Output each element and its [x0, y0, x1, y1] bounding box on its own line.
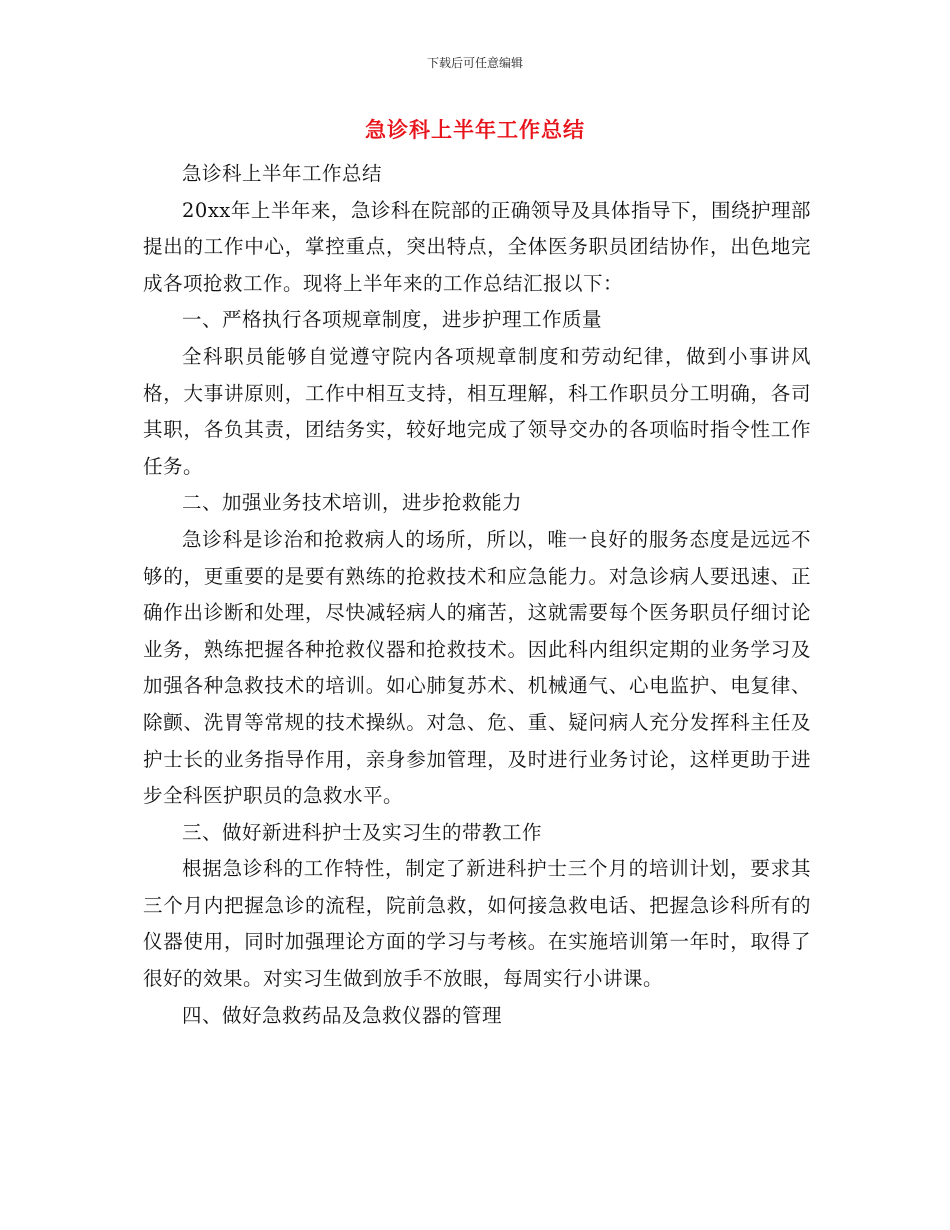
document-title: 急诊科上半年工作总结: [365, 118, 585, 142]
section-paragraph-1: 全科职员能够自觉遵守院内各项规章制度和劳动纪律，做到小事讲风格，大事讲原则，工作中相互支持，相互理解，科工作职员分工明确，各司其职，各负其责，团结务实，较好地完成了领导交办的各项临时指令性工作任务。: [143, 344, 811, 478]
document-body: [143, 156, 811, 1034]
section-heading-1: 一、严格执行各项规章制度，进步护理工作质量: [182, 308, 603, 332]
subtitle-paragraph: 急诊科上半年工作总结: [182, 162, 383, 185]
section-heading-3: 三、做好新进科护士及实习生的带教工作: [182, 820, 543, 844]
header-note: 下载后可任意编辑: [426, 56, 523, 70]
section-heading-2: 二、加强业务技术培训，进步抢救能力: [182, 491, 523, 515]
section-heading-4: 四、做好急救药品及急救仪器的管理: [182, 1003, 503, 1027]
section-paragraph-2: 急诊科是诊治和抢救病人的场所，所以，唯一良好的服务态度是远远不够的，更重要的是要有熟练的抢救技术和应急能力。对急诊病人要迅速、正确作出诊断和处理，尽快减轻病人的痛苦，这就需要每个医务职员仔细讨论业务，熟练把握各种抢救仪器和抢救技术。因此科内组织定期的业务学习及加强各种急救技术的培训。如心肺复苏术、机械通气、心电监护、电复律、除颤、洗胃等常规的技术操纵。对急、危、重、疑问病人充分发挥科主任及护士长的业务指导作用，亲身参加管理，及时进行业务讨论，这样更助于进步全科医护职员的急救水平。: [143, 527, 811, 808]
intro-paragraph: 20xx年上半年来，急诊科在院部的正确领导及具体指导下，围绕护理部提出的工作中心，掌控重点，突出特点，全体医务职员团结协作，出色地完成各项抢救工作。现将上半年来的工作总结汇报以下：: [143, 198, 811, 295]
section-paragraph-3: 根据急诊科的工作特性，制定了新进科护士三个月的培训计划，要求其三个月内把握急诊的流程，院前急救，如何接急救电话、把握急诊科所有的仪器使用，同时加强理论方面的学习与考核。在实施培训第一年时，取得了很好的效果。对实习生做到放手不放眼，每周实行小讲课。: [143, 857, 811, 991]
